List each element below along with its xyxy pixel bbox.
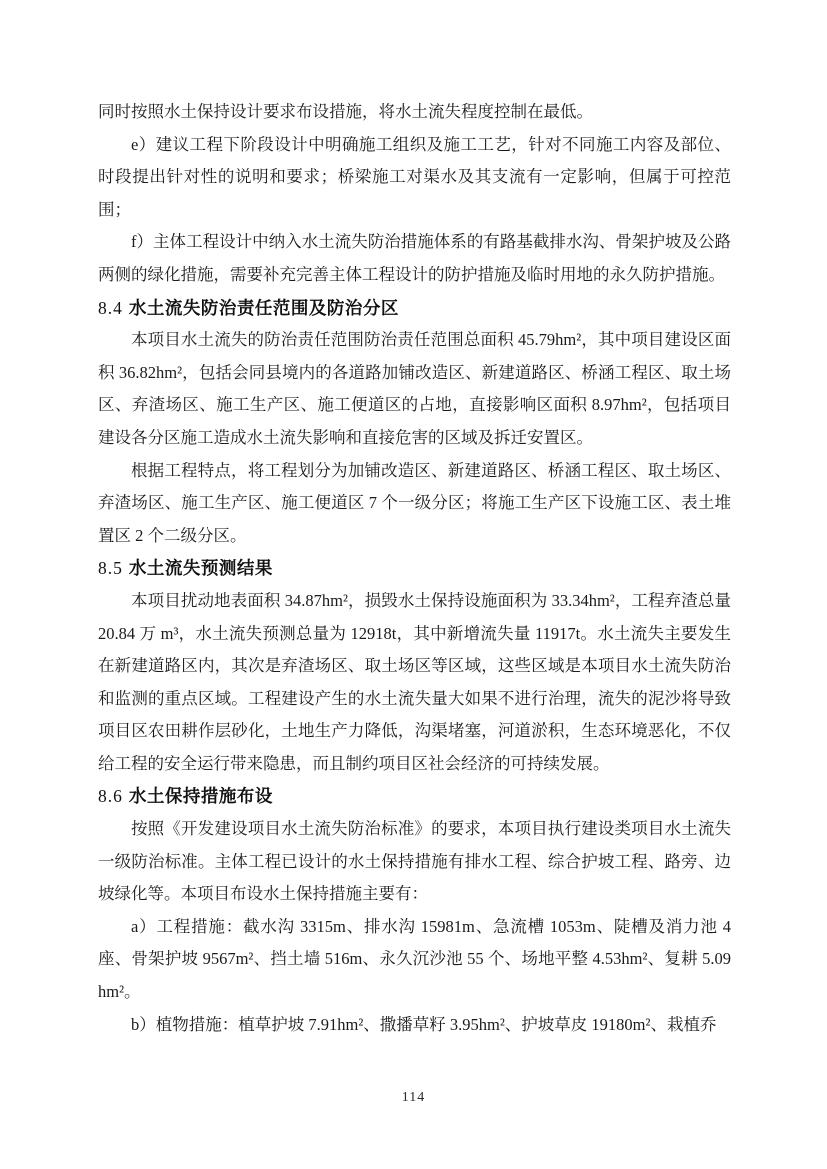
paragraph: 同时按照水土保持设计要求布设措施，将水土流失程度控制在最低。 (98, 102, 593, 121)
section-heading (98, 780, 731, 813)
section-title: 水土保持措施布设 (128, 786, 273, 807)
paragraph: b）植物措施：植草护坡 7.91hm²、撒播草籽 3.95hm²、护坡草皮 19180m²、栽植乔 (131, 1014, 717, 1034)
section-number: 8.4 (98, 297, 123, 318)
paragraph: e）建议工程下阶段设计中明确施工组织及施工工艺，针对不同施工内容及部位、时段提出针对性的说明和要求；桥梁施工对渠水及其支流有一定影响，但属于可控范围； (98, 134, 731, 219)
section-number: 8.6 (98, 786, 123, 807)
page-number: 114 (401, 1090, 426, 1105)
section-number: 8.5 (98, 558, 123, 579)
document-body (98, 96, 731, 1041)
paragraph: 本项目扰动地表面积 34.87hm²，损毁水土保持设施面积为 33.34hm²，工程弃渣总量 20.84 万 m³，水土流失预测总量为 12918t，其中新增流失量 11917t。水土流失主要发生在新建道路区内，其次是弃渣场区、取土场区等区域，这些区域是本项目水土流失防治和监测的重点区域。工程建设产生的水土流失量大如果不进行治理，流失的泥沙将导致项目区农田耕作层砂化，土地生产力降低，沟渠堵塞，河道淤积，生态环境恶化，不仅给工程的安全运行带来隐患，而且制约项目区社会经济的可持续发展。 (98, 590, 731, 773)
paragraph: f）主体工程设计中纳入水土流失防治措施体系的有路基截排水沟、骨架护坡及公路两侧的绿化措施，需要补充完善主体工程设计的防护措施及临时用地的永久防护措施。 (98, 232, 731, 284)
section-heading (98, 292, 731, 325)
paragraph: 根据工程特点，将工程划分为加铺改造区、新建道路区、桥涵工程区、取土场区、弃渣场区、施工生产区、施工便道区 7 个一级分区；将施工生产区下设施工区、表土堆置区 2 个二级分区。 (98, 460, 731, 545)
section-title: 水土流失预测结果 (128, 558, 273, 579)
paragraph: a）工程措施：截水沟 3315m、排水沟 15981m、急流槽 1053m、陡槽及消力池 4 座、骨架护坡 9567m²、挡土墙 516m、永久沉沙池 55 个、场地平整 4.53hm²、复耕 5.09hm²。 (98, 916, 731, 1002)
section-heading (98, 552, 731, 585)
section-title: 水土流失防治责任范围及防治分区 (128, 297, 399, 318)
paragraph: 按照《开发建设项目水土流失防治标准》的要求，本项目执行建设类项目水土流失一级防治标准。主体工程已设计的水土保持措施有排水工程、综合护坡工程、路旁、边坡绿化等。本项目布设水土保持措施主要有： (98, 819, 731, 904)
paragraph: 本项目水土流失的防治责任范围防治责任范围总面积 45.79hm²，其中项目建设区面积 36.82hm²，包括会同县境内的各道路加铺改造区、新建道路区、桥涵工程区、取土场区、弃渣场区、施工生产区、施工便道区的占地，直接影响区面积 8.97hm²，包括项目建设各分区施工造成水土流失影响和直接危害的区域及拆迁安置区。 (98, 330, 731, 447)
page-footer (0, 1088, 827, 1106)
